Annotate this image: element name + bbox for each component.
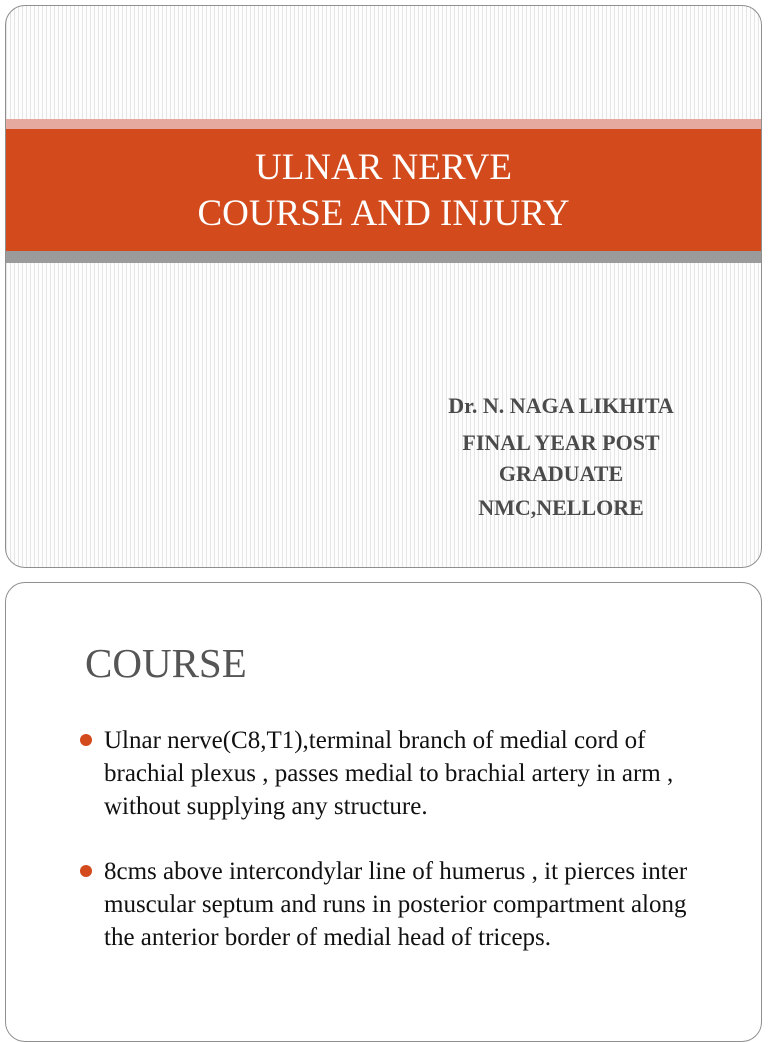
bullet-text: Ulnar nerve(C8,T1),terminal branch of medial cord of brachial plexus , passes medial to brachial artery in arm , without supplying any structure. — [104, 727, 674, 820]
content-slide — [5, 582, 762, 1042]
author-institution: NMC,NELLORE — [478, 495, 644, 520]
slide-heading: COURSE — [85, 640, 247, 686]
title-band-shadow-stripe — [6, 251, 761, 263]
bullet-list — [78, 724, 718, 986]
author-position-line-1: FINAL YEAR POST — [462, 430, 660, 455]
bullet-item — [78, 724, 718, 823]
author-name: Dr. N. NAGA LIKHITA — [448, 393, 674, 418]
bullet-dot-icon — [80, 734, 92, 746]
author-block — [404, 390, 718, 523]
title-band-top-stripe — [6, 119, 761, 129]
slide-title-line-2: COURSE AND INJURY — [197, 193, 570, 234]
slide-title-line-1: ULNAR NERVE — [254, 147, 513, 188]
bullet-item — [78, 855, 718, 954]
author-position-line-2: GRADUATE — [498, 461, 624, 486]
title-slide — [5, 5, 762, 568]
bullet-dot-icon — [80, 865, 92, 877]
bullet-text: 8cms above intercondylar line of humerus , it pierces inter muscular septum and runs in posterior compartment along the anterior border of medial head of triceps. — [104, 858, 688, 951]
title-band — [6, 129, 761, 251]
